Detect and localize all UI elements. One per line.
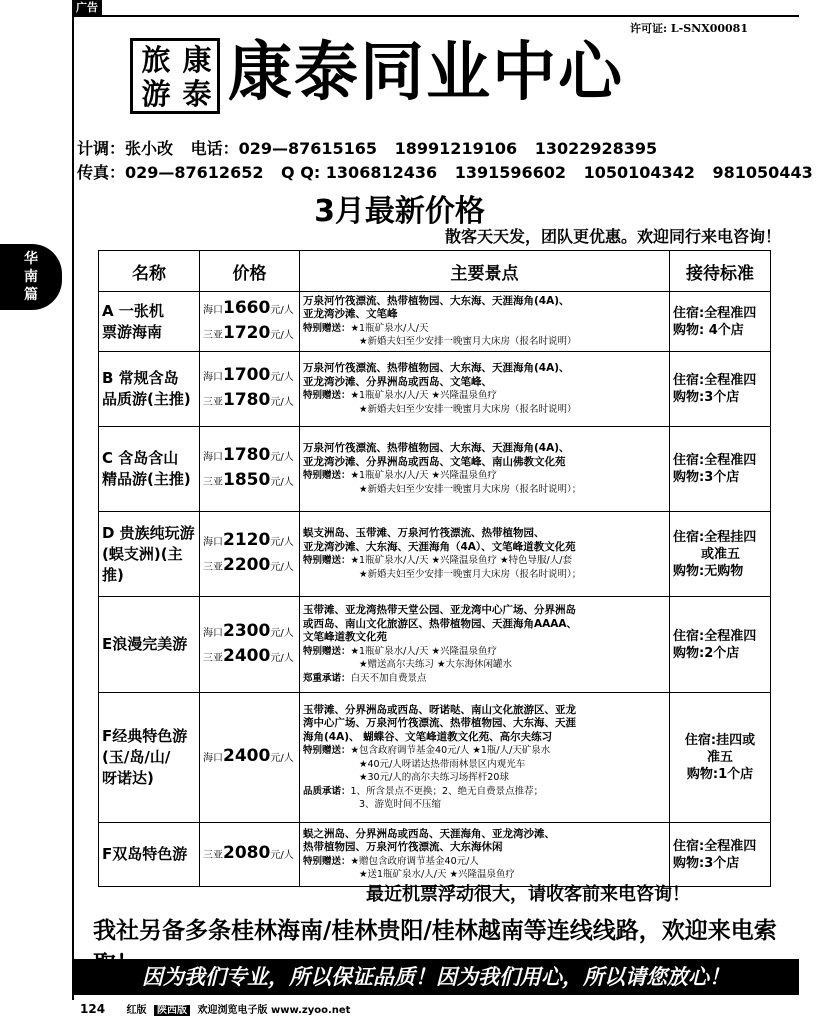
price-line: 海口1700元/人 [203,365,294,385]
price-line: 海口1780元/人 [203,445,294,465]
table-row [99,292,771,352]
tour-price [200,352,300,427]
logo-char: 康 [182,43,212,77]
left-rule [72,15,74,1000]
contact-item: 1050104342 [583,163,695,182]
price-line: 三亚1780元/人 [203,390,294,410]
table-row [99,823,771,887]
contact-item: Q Q: 1306812436 [281,163,438,182]
tour-name [99,292,200,352]
footer-website: 欢迎浏览电子版 www.zyoo.net [197,1005,351,1016]
tour-name-line: D 贵族纯玩游 [102,523,195,542]
tour-standard: 住宿:全程挂四 或准五 购物:无购物 [670,512,771,597]
price-line: 三亚1850元/人 [203,470,294,490]
tour-price [200,823,300,887]
price-line: 三亚2200元/人 [203,555,294,575]
contact-line-1 [77,136,669,159]
price-line: 海口1660元/人 [203,297,294,318]
price-line: 三亚2080元/人 [203,843,294,863]
header-price: 价格 [200,251,300,292]
tour-name [99,512,200,597]
table-row [99,512,771,597]
price-table [98,250,771,887]
tour-name [99,427,200,512]
tour-price [200,597,300,693]
tour-name [99,823,200,887]
company-logo [130,38,220,114]
header-name: 名称 [99,251,200,292]
price-line: 海口2400元/人 [203,746,294,766]
tour-spots: 玉带滩、分界洲岛或西岛、呀诺哒、南山文化旅游区、亚龙 湾中心广场、万泉河竹筏漂流、热带植物园、大东海、天涯 海角(4A)、 蝴蝶谷、文笔峰道教文化苑、高尔夫练习 特别赠送：★包含政府调节基金40元/人 ★1瓶/人/天矿泉水 ★40元/人呀诺达热带雨林景区内观光车 ★30元/人的高尔夫练习场挥杆20球 品质承诺：1、所含景点不更换；2、绝无自费景点推荐； 3、游览时间不压缩 [300,693,670,823]
price-line: 海口2120元/人 [203,530,294,550]
tour-price [200,427,300,512]
price-line: 海口2300元/人 [203,620,294,641]
edition-label: 红版 [126,1005,147,1016]
contact-line-2 [77,160,825,183]
region-label: 陕西版 [154,1005,190,1016]
tour-name-line: (蜈支洲)(主推) [102,544,183,584]
logo-char: 旅 [141,43,171,77]
tour-name-line: 呀诺达) [102,769,154,787]
contact-item: 计调：张小改 [77,139,174,158]
slogan-banner: 因为我们专业，所以保证品质！因为我们用心，所以请您放心！ [73,959,799,995]
contact-item: 传真：029—87612652 [77,163,264,182]
tour-standard: 住宿:全程准四 购物:3个店 [670,427,771,512]
tour-price [200,292,300,352]
table-row [99,597,771,693]
tour-name-line: 票游海南 [102,322,163,341]
header-spots: 主要景点 [300,251,670,292]
contact-item: 18991219106 [394,139,518,158]
tour-name-line: F经典特色游 [102,727,188,745]
tour-name [99,597,200,693]
contact-item: 电话：029—87615165 [190,139,378,158]
brand-title: 康泰同业中心 [228,36,624,110]
tour-spots: 蜈支洲岛、玉带滩、万泉河竹筏漂流、热带植物园、 亚龙湾沙滩、大东海、天涯海角（4A）、文笔峰道教文化苑 特别赠送：★1瓶矿泉水/人/天 ★兴隆温泉鱼疗 ★特色导服/人/套 ★新婚夫妇至少安排一晚蜜月大床房（报名时说明）； [300,512,670,597]
tour-standard: 住宿:挂四或 准五 购物:1个店 [670,693,771,823]
price-line: 三亚1720元/人 [203,322,294,343]
price-line: 三亚2400元/人 [203,645,294,666]
page-number: 124 [80,1002,106,1016]
subline: 散客天天发，团队更优惠。欢迎同行来电咨询！ [444,227,781,246]
tour-name-line: C 含岛含山 [102,449,179,467]
tour-name [99,693,200,823]
tour-name-line: E浪漫完美游 [102,635,188,653]
tour-name-line: F双岛特色游 [102,845,188,863]
table-row [99,352,771,427]
page-footer [80,1001,350,1016]
tour-name [99,352,200,427]
tour-spots: 玉带滩、亚龙湾热带天堂公园、亚龙湾中心广场、分界洲岛 或西岛、南山文化旅游区、热带植物园、天涯海角AAAA、 文笔峰道教文化苑 特别赠送：★1瓶矿泉水/人/天 ★兴隆温泉鱼疗 ★赠送高尔夫练习 ★大东海休闲罐水 郑重承诺：白天不加自费景点 [300,597,670,693]
license-number: 许可证: L-SNX00081 [630,22,748,35]
side-tab-char: 华 [24,251,38,267]
tour-spots: 蜈之洲岛、分界洲岛或西岛、天涯海角、亚龙湾沙滩、 热带植物园、万泉河竹筏漂流、大东海休闲 特别赠送：★赠包含政府调节基金40元/人 ★送1瓶矿泉水/人/天 ★兴隆温泉鱼疗 [300,823,670,887]
tour-standard: 住宿:全程准四 购物:3个店 [670,352,771,427]
tour-standard: 住宿:全程准四 购物: 4个店 [670,292,771,352]
tour-name-line: (玉/岛/山/ [102,748,171,766]
tour-standard: 住宿:全程准四 购物:3个店 [670,823,771,887]
tour-spots: 万泉河竹筏漂流、热带植物园、大东海、天涯海角(4A)、 亚龙湾沙滩、分界洲岛或西岛、文笔峰、 特别赠送：★1瓶矿泉水/人/天 ★兴隆温泉鱼疗 ★新婚夫妇至少安排一晚蜜月大床房（报名时说明） [300,352,670,427]
logo-char: 游 [141,77,171,111]
tour-price [200,693,300,823]
tour-name-line: A 一张机 [102,301,164,320]
tour-spots: 万泉河竹筏漂流、热带植物园、大东海、天涯海角(4A)、 亚龙湾沙滩、文笔峰 特别赠送：★1瓶矿泉水/人/天 ★新婚夫妇至少安排一晚蜜月大床房（报名时说明） [300,292,670,352]
side-tab-char: 篇 [24,287,38,303]
contact-item: 1391596602 [454,163,567,182]
top-rule [72,15,799,17]
tour-spots: 万泉河竹筏漂流、热带植物园、大东海、天涯海角(4A)、 亚龙湾沙滩、分界洲岛或西岛、文笔峰、南山佛教文化苑 特别赠送：★1瓶矿泉水/人/天 ★兴隆温泉鱼疗 ★新婚夫妇至少安排一晚蜜月大床房（报名时说明）； [300,427,670,512]
ad-tag: 广告 [72,0,102,15]
table-header-row [99,251,771,292]
tour-price [200,512,300,597]
contact-item: 981050443 [712,163,813,182]
table-row [99,427,771,512]
table-row [99,693,771,823]
contact-item: 13022928395 [534,139,658,158]
side-tab-char: 南 [24,269,38,285]
tour-name-line: B 常规含岛 [102,369,179,387]
logo-char: 泰 [182,77,212,111]
extra-routes-notice: 我社另备多条桂林海南/桂林贵阳/桂林越南等连线线路，欢迎来电索 [93,918,777,944]
tour-name-line: 精品游(主推) [102,470,191,488]
headline: 3月最新价格 [314,194,485,229]
region-side-tab [0,244,62,310]
header-standard: 接待标准 [670,251,771,292]
tour-name-line: 品质游(主推) [102,390,191,408]
tour-standard: 住宿:全程准四 购物:2个店 [670,597,771,693]
airfare-notice: 最近机票浮动很大，请收客前来电咨询！ [366,884,690,905]
